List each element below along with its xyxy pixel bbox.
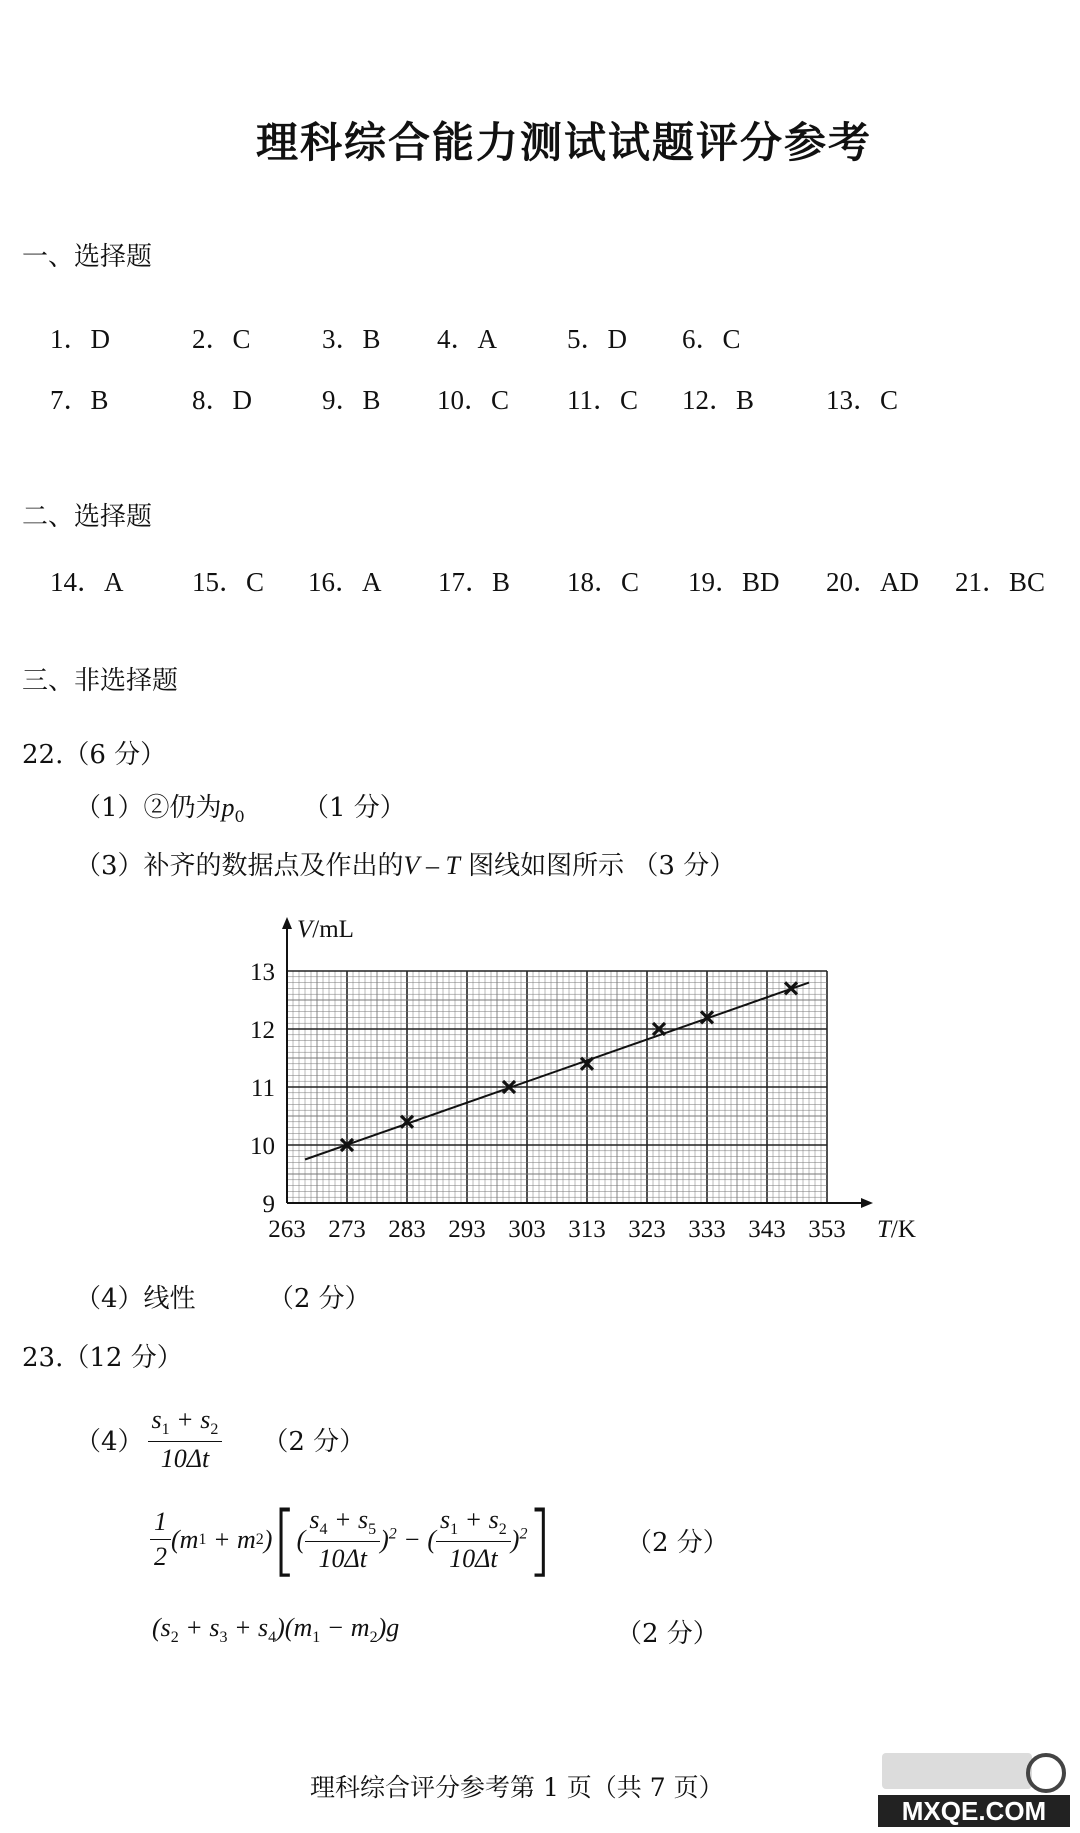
answer-item: 17．B xyxy=(438,567,511,597)
x-tick-label: 353 xyxy=(808,1216,846,1243)
q22-part3 xyxy=(75,845,735,882)
left-bracket: [ xyxy=(272,1493,297,1585)
y-tick-label: 10 xyxy=(250,1133,275,1160)
q22-part1 xyxy=(75,787,406,826)
fraction-numerator: $s_1 + s_2$ xyxy=(148,1405,223,1442)
y-tick-label: 9 xyxy=(262,1191,275,1218)
y-tick-label: 12 xyxy=(250,1017,275,1044)
x-tick-label: 263 xyxy=(268,1216,306,1243)
x-axis-arrow xyxy=(861,1198,873,1208)
answer-item: 2．C xyxy=(192,324,251,354)
q23-label: 23.（12 分） xyxy=(22,1343,183,1373)
x-tick-label: 303 xyxy=(508,1216,546,1243)
y-tick-label: 13 xyxy=(250,959,275,986)
x-tick-label: 313 xyxy=(568,1216,606,1243)
answer-item: 19．BD xyxy=(688,567,780,597)
q22-part3-suffix: 图线如图所示 （3 分） xyxy=(459,851,736,881)
q22-part4-score: （2 分） xyxy=(267,1284,371,1314)
answer-item: 13．C xyxy=(826,385,899,415)
x-tick-label: 333 xyxy=(688,1216,726,1243)
q22-part3-var2: T xyxy=(445,851,460,880)
section3-heading: 三、非选择题 xyxy=(22,666,179,696)
q22-part4-text: （4）线性 xyxy=(75,1284,196,1314)
q22-label: 22.（6 分） xyxy=(22,740,167,770)
velocity-fraction xyxy=(148,1405,223,1474)
answer-item: 11．C xyxy=(567,385,639,415)
q23-part4 xyxy=(75,1405,365,1474)
right-bracket: ] xyxy=(527,1493,552,1585)
q23-part4-prefix: （4） xyxy=(75,1427,144,1458)
y-axis-arrow xyxy=(282,917,292,929)
x-tick-label: 323 xyxy=(628,1216,666,1243)
x-tick-label: 293 xyxy=(448,1216,486,1243)
q22-part4 xyxy=(75,1278,371,1315)
answer-item: 15．C xyxy=(192,567,265,597)
y-tick-label: 11 xyxy=(250,1075,275,1102)
q22-part1-score: （1 分） xyxy=(303,793,406,823)
page-title: 理科综合能力测试试题评分参考 xyxy=(256,118,873,167)
answer-item: 7．B xyxy=(50,385,109,415)
answer-item: 10．C xyxy=(437,385,510,415)
answer-item: 3．B xyxy=(322,324,381,354)
q22-part1-sub: 0 xyxy=(234,807,245,827)
x-tick-label: 283 xyxy=(388,1216,426,1243)
q22-part1-text: （1）②仍为 xyxy=(75,793,222,823)
answer-item: 5．D xyxy=(567,324,627,354)
q23-potential-energy-formula: $(s_2 + s_3 + s_4)(m_1 - m_2)g$ xyxy=(152,1613,400,1647)
answer-item: 4．A xyxy=(437,324,497,354)
q22-part1-var: p xyxy=(221,793,235,822)
x-tick-label: 343 xyxy=(748,1216,786,1243)
vt-chart xyxy=(225,905,925,1245)
q23-line3-score: （2 分） xyxy=(616,1619,719,1649)
q22-part3-var1: V xyxy=(403,851,420,880)
watermark-logo xyxy=(874,1749,1074,1829)
q23-kinetic-energy-formula: $\frac{1}{2}$ ( m 1 + m 2 ) [ ( $\frac{s_4 + s_5}{10\Delta t}$ )$^2$ − ( $\frac{s_1 + s_2}{10\Delta t}$ )$^2$ ] xyxy=(150,1505,552,1574)
q23-line2-score: （2 分） xyxy=(626,1528,729,1558)
answer-item: 1．D xyxy=(50,324,110,354)
q23-part4-score: （2 分） xyxy=(262,1427,366,1458)
x-axis-label: T/K xyxy=(877,1216,916,1243)
answer-item: 16．A xyxy=(308,567,382,597)
y-axis-label: V/mL xyxy=(297,916,354,943)
answer-item: 21．BC xyxy=(955,567,1046,597)
fraction-s1-s2: $\frac{s_1 + s_2}{10\Delta t}$ xyxy=(436,1505,511,1574)
watermark-text: MXQE.COM xyxy=(901,1796,1047,1826)
section2-heading: 二、选择题 xyxy=(22,502,153,532)
answer-item: 9．B xyxy=(322,385,381,415)
answer-item: 6．C xyxy=(682,324,741,354)
answer-item: 12．B xyxy=(682,385,755,415)
x-tick-label: 273 xyxy=(328,1216,366,1243)
fraction-s4-s5: $\frac{s_4 + s_5}{10\Delta t}$ xyxy=(305,1505,380,1574)
answer-item: 20．AD xyxy=(826,567,919,597)
section1-heading: 一、选择题 xyxy=(22,242,153,272)
q22-part3-dash: – xyxy=(419,851,446,880)
answer-item: 8．D xyxy=(192,385,252,415)
one-half-fraction: $\frac{1}{2}$ xyxy=(150,1507,171,1572)
page-footer: 理科综合评分参考第 1 页（共 7 页） xyxy=(310,1773,724,1802)
fraction-denominator: 10Δt xyxy=(160,1444,210,1474)
q22-part3-text: （3）补齐的数据点及作出的 xyxy=(75,851,404,881)
answer-item: 18．C xyxy=(567,567,640,597)
answer-item: 14．A xyxy=(50,567,124,597)
